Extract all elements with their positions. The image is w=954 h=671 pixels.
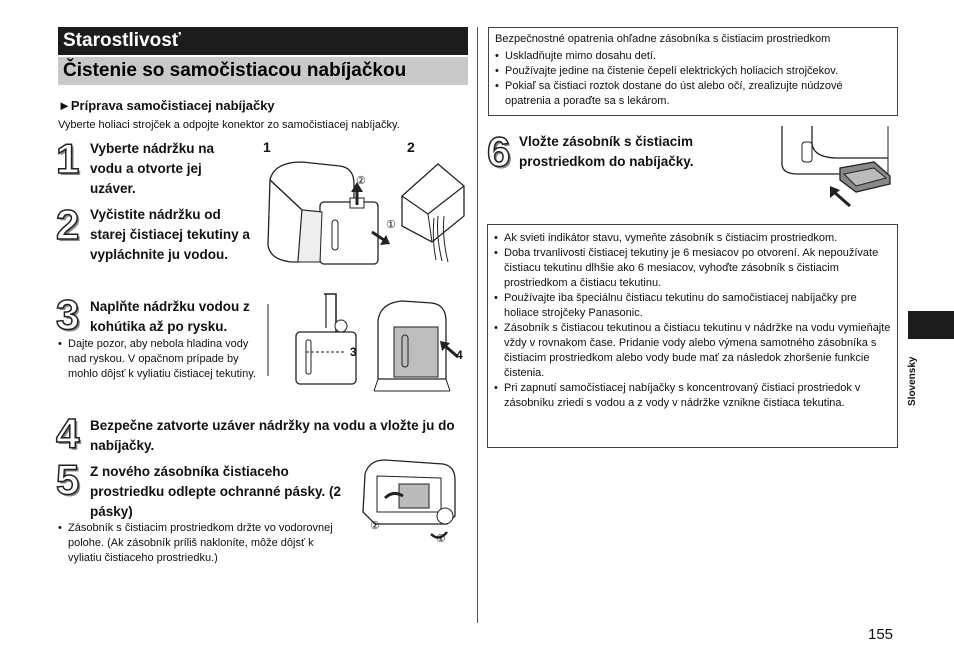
safety-box-title: Bezpečnostné opatrenia ohľadne zásobníka s čistiacim prostriedkom bbox=[495, 33, 831, 45]
figure-circled-1a: ① bbox=[386, 219, 396, 231]
notes-box bbox=[487, 224, 898, 448]
figure-circled-1b: ① bbox=[436, 533, 446, 545]
prep-text: Vyberte holiaci strojček a odpojte konektor zo samočistiacej nabíjačky. bbox=[58, 119, 400, 131]
page-title: Čistenie so samočistiacou nabíjačkou bbox=[58, 57, 468, 85]
step-number-4: 4 bbox=[56, 410, 80, 457]
notes-item: • Pri zapnutí samočistiacej nabíjačky s koncentrovaný čistiaci prostriedok v zásobníku zriedi s vodou a z vody v nádržke vznikne čistiaca tekutina. bbox=[494, 381, 891, 411]
step-number-3: 3 bbox=[56, 291, 80, 338]
tank-rinse-illustration bbox=[398, 156, 470, 266]
notes-list bbox=[494, 231, 891, 411]
language-label bbox=[907, 342, 921, 406]
figure-label-1: 1 bbox=[263, 139, 271, 155]
step-text-2: Vyčistite nádržku od starej čistiacej tekutiny a vypláchnite ju vodou. bbox=[90, 207, 250, 262]
step-note-3 bbox=[58, 337, 258, 382]
insert-tank-illustration bbox=[372, 293, 464, 393]
prep-heading: ►Príprava samočistiacej nabíjačky bbox=[58, 98, 275, 113]
figure-label-3: 3 bbox=[350, 345, 357, 359]
step-note-5 bbox=[58, 521, 348, 566]
step-number-2: 2 bbox=[56, 201, 80, 248]
language-label-text: Slovensky bbox=[907, 356, 918, 406]
page-number: 155 bbox=[868, 626, 894, 643]
notes-item: • Ak svieti indikátor stavu, vymeňte zásobník s čistiacim prostriedkom. bbox=[494, 231, 891, 246]
insert-cartridge-illustration bbox=[778, 124, 898, 214]
figure-circled-2b: ② bbox=[370, 520, 380, 532]
step-number-6: 6 bbox=[487, 128, 511, 175]
column-divider bbox=[477, 27, 478, 623]
step-text-3: Naplňte nádržku vodou z kohútika až po rysku. bbox=[90, 299, 250, 334]
figure-label-4: 4 bbox=[456, 348, 463, 362]
notes-item: • Používajte iba špeciálnu čistiacu tekutinu do samočistiacej nabíjačky pre holiace strojčeky Panasonic. bbox=[494, 291, 891, 321]
safety-item: • Používajte jedine na čistenie čepelí elektrických holiacich strojčekov. bbox=[495, 64, 891, 79]
charger-remove-tank-illustration bbox=[262, 150, 392, 275]
step-text-1: Vyberte nádržku na vodu a otvorte jej uzáver. bbox=[90, 141, 215, 196]
section-header: Starostlivosť bbox=[58, 27, 468, 55]
step-text-6: Vložte zásobník s čistiacim prostriedkom do nabíjačky. bbox=[519, 134, 694, 169]
fill-tank-faucet-illustration bbox=[266, 292, 368, 392]
step-text-4: Bezpečne zatvorte uzáver nádržky na vodu a vložte ju do nabíjačky. bbox=[90, 418, 455, 453]
notes-item: • Doba trvanlivosti čistiacej tekutiny je 6 mesiacov po otvorení. Ak nepoužívate čistiacu tekutinu dlhšie ako 6 mesiacov, vyhoďte zásobník s čistiacim prostriedkom a čistiacu tekutinu. bbox=[494, 246, 891, 291]
safety-list bbox=[495, 49, 891, 109]
step-text-5: Z nového zásobníka čistiaceho prostriedku odlepte ochranné pásky. (2 pásky) bbox=[90, 464, 342, 519]
step-note-5-text: • Zásobník s čistiacim prostriedkom držte vo vodorovnej polohe. (Ak zásobník príliš nakloníte, môže dôjsť k vyliatiu čistiaceho prostriedku.) bbox=[58, 521, 348, 566]
figure-circled-2a: ② bbox=[356, 175, 366, 187]
step-note-3-text: • Dajte pozor, aby nebola hladina vody nad ryskou. V opačnom prípade by mohlo dôjsť k vyliatiu čistiacej tekutiny. bbox=[58, 337, 258, 382]
notes-item: • Zásobník s čistiacou tekutinou a čistiacu tekutinu v nádržke na vodu vymieňajte vždy v rovnakom čase. Pridanie vody alebo výmena samotného zásobníka s čistiacim prostriedkom alebo vody bude mať za následok zhoršenie funkcie čistenia. bbox=[494, 321, 891, 381]
language-tab bbox=[908, 311, 954, 339]
step-number-5: 5 bbox=[56, 456, 80, 503]
safety-box bbox=[488, 27, 898, 116]
step-number-1: 1 bbox=[56, 135, 80, 182]
safety-item: • Uskladňujte mimo dosahu detí. bbox=[495, 49, 891, 64]
figure-label-2: 2 bbox=[407, 139, 415, 155]
safety-item: • Pokiaľ sa čistiaci roztok dostane do úst alebo očí, zrealizujte núdzové opatrenia a poraďte sa s lekárom. bbox=[495, 79, 891, 109]
